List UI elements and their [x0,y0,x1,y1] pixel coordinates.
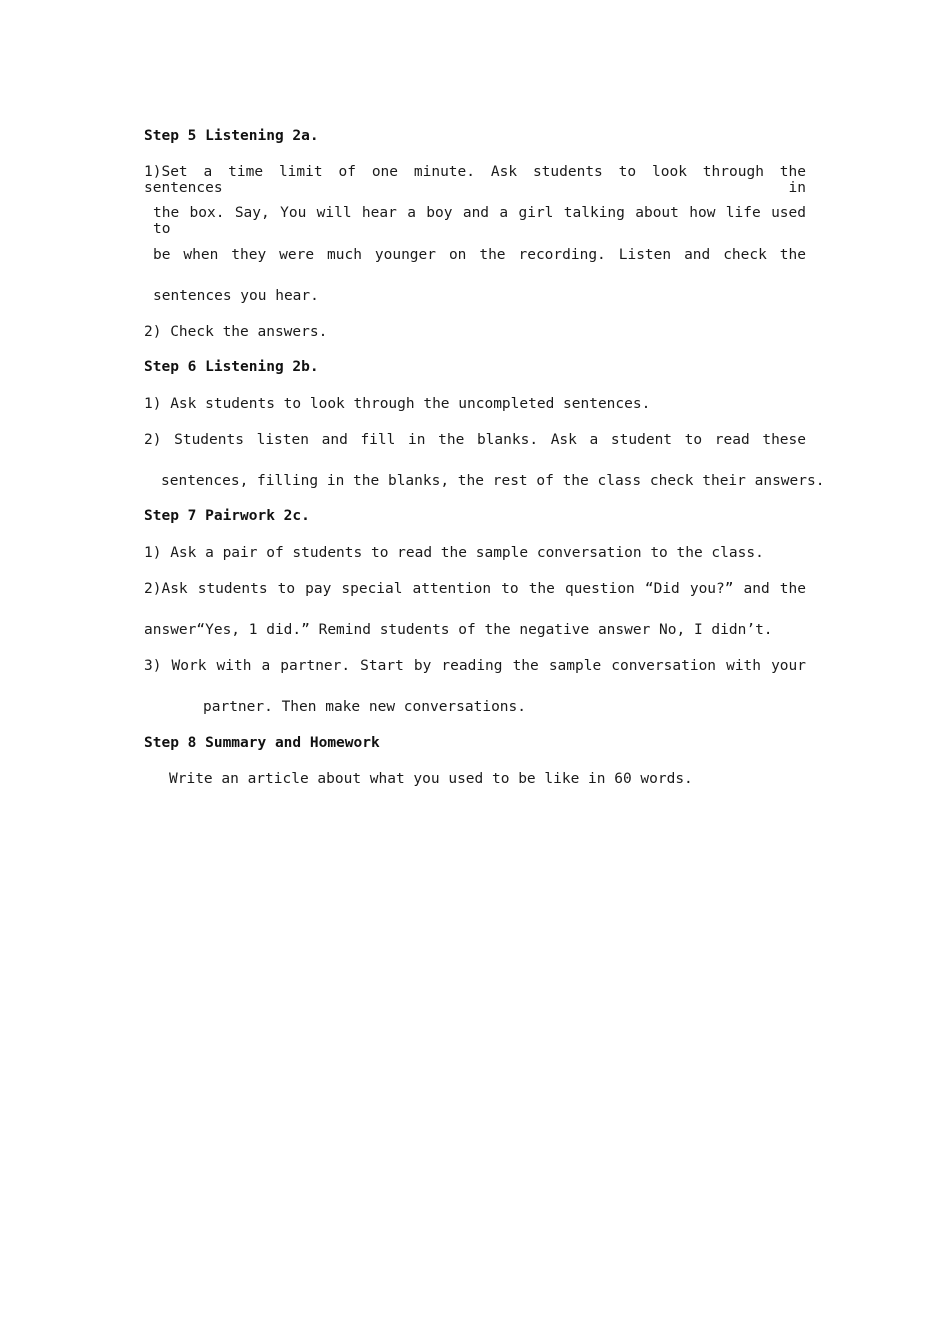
step-5-heading: Step 5 Listening 2a. [144,128,319,144]
step-5-line-1: 1)Set a time limit of one minute. Ask students to look through the sentences in [144,164,806,196]
step-6-line-3: sentences, filling in the blanks, the rest of the class check their answers. [161,473,825,489]
step-8-line-1: Write an article about what you used to be like in 60 words. [169,771,693,787]
step-5-line-5: 2) Check the answers. [144,324,328,340]
step-8-heading: Step 8 Summary and Homework [144,735,380,751]
step-7-heading: Step 7 Pairwork 2c. [144,508,310,524]
step-5-line-3: be when they were much younger on the recording. Listen and check the [153,247,806,263]
step-6-line-1: 1) Ask students to look through the uncompleted sentences. [144,396,651,412]
step-5-line-4: sentences you hear. [153,288,319,304]
step-7-line-2: 2)Ask students to pay special attention to the question “Did you?” and the [144,581,806,597]
step-5-line-2: the box. Say, You will hear a boy and a girl talking about how life used to [153,205,806,237]
step-6-heading: Step 6 Listening 2b. [144,359,319,375]
step-7-line-1: 1) Ask a pair of students to read the sample conversation to the class. [144,545,764,561]
step-7-line-5: partner. Then make new conversations. [203,699,527,715]
step-7-line-4: 3) Work with a partner. Start by reading the sample conversation with your [144,658,806,674]
step-7-line-3: answer“Yes, 1 did.” Remind students of the negative answer No, I didn’t. [144,622,773,638]
step-6-line-2: 2) Students listen and fill in the blanks. Ask a student to read these [144,432,806,448]
